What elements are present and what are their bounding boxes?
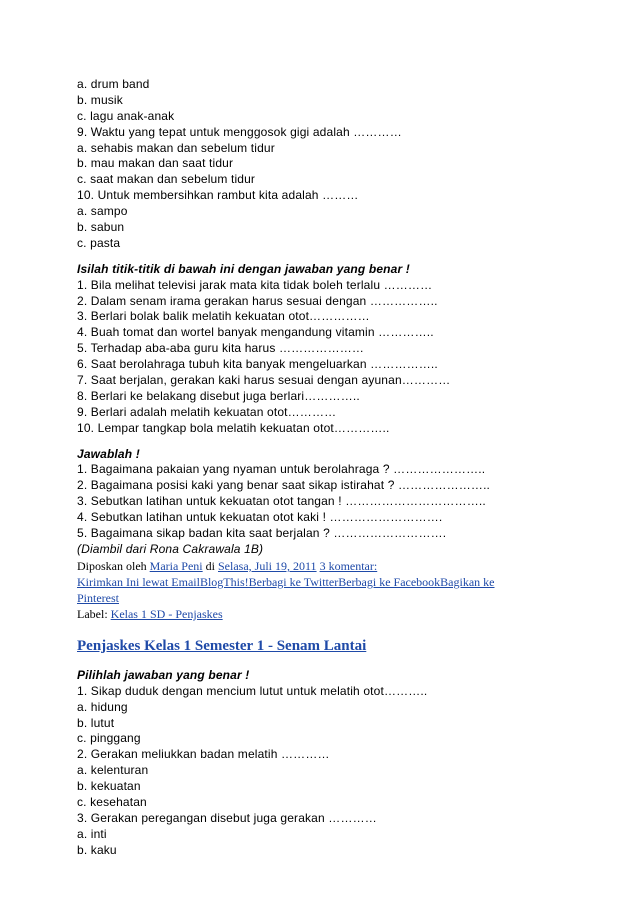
text-line: 3. Sebutkan latihan untuk kekuatan otot tangan ! …………………………….. <box>77 494 486 509</box>
text-line: 10. Lempar tangkap bola melatih kekuatan otot………….. <box>77 420 390 435</box>
text-line: a. kelenturan <box>77 763 149 778</box>
posted-by-label: Diposkan oleh <box>77 558 150 573</box>
share-links-line <box>77 574 567 590</box>
text-line: 9. Berlari adalah melatih kekuatan otot………… <box>77 404 337 419</box>
post-meta-line <box>77 558 567 574</box>
label-link[interactable]: Kelas 1 SD - Penjaskes <box>110 606 223 621</box>
section-heading: Isilah titik-titik di bawah ini dengan jawaban yang benar ! <box>77 261 410 276</box>
section-heading: Jawablah ! <box>77 446 140 461</box>
post-footer <box>77 558 567 622</box>
share-links[interactable]: Kirimkan Ini lewat EmailBlogThis!Berbagi ke TwitterBerbagi ke FacebookBagikan ke <box>77 574 495 589</box>
text-line: a. inti <box>77 826 107 841</box>
text-line: 2. Dalam senam irama gerakan harus sesuai dengan …………….. <box>77 293 438 308</box>
text-line: b. sabun <box>77 220 125 235</box>
author-link[interactable]: Maria Peni <box>149 558 203 573</box>
text-line: 10. Untuk membersihkan rambut kita adalah ……… <box>77 188 359 203</box>
essay-section <box>77 447 567 558</box>
label-prefix: Label: <box>77 606 111 621</box>
text-line: 1. Bagaimana pakaian yang nyaman untuk berolahraga ? ………………….. <box>77 462 486 477</box>
comments-link[interactable]: 3 komentar: <box>319 558 378 573</box>
text-line: 6. Saat berolahraga tubuh kita banyak mengeluarkan …………….. <box>77 357 438 372</box>
question-block-2 <box>77 668 567 859</box>
text-line: a. sampo <box>77 204 128 219</box>
text-line: c. pinggang <box>77 731 141 746</box>
text-line: 8. Berlari ke belakang disebut juga berlari………….. <box>77 388 360 403</box>
text-line: b. musik <box>77 92 123 107</box>
text-line: c. lagu anak-anak <box>77 108 175 123</box>
posted-at-label: di <box>202 558 218 573</box>
text-line: 9. Waktu yang tepat untuk menggosok gigi adalah ………… <box>77 124 402 139</box>
source-note: (Diambil dari Rona Cakrawala 1B) <box>77 541 264 556</box>
text-line: 1. Bila melihat televisi jarak mata kita tidak boleh terlalu ………… <box>77 277 433 292</box>
text-line: b. mau makan dan saat tidur <box>77 156 234 171</box>
text-line: b. lutut <box>77 715 115 730</box>
text-line: a. sehabis makan dan sebelum tidur <box>77 140 275 155</box>
text-line: 4. Buah tomat dan wortel banyak mengandung vitamin ………….. <box>77 325 434 340</box>
text-line: b. kekuatan <box>77 779 141 794</box>
text-line: a. hidung <box>77 699 128 714</box>
text-line: 7. Saat berjalan, gerakan kaki harus sesuai dengan ayunan………… <box>77 373 451 388</box>
text-line: 2. Gerakan meliukkan badan melatih ………… <box>77 747 330 762</box>
text-line: 1. Sikap duduk dengan mencium lutut untuk melatih otot……….. <box>77 683 428 698</box>
text-line: 3. Berlari bolak balik melatih kekuatan otot…………… <box>77 309 370 324</box>
question-block-1 <box>77 77 567 252</box>
document-page <box>77 77 567 859</box>
text-line: 4. Sebutkan latihan untuk kekuatan otot kaki ! ………………………. <box>77 510 443 525</box>
text-line: c. saat makan dan sebelum tidur <box>77 172 256 187</box>
text-line: 2. Bagaimana posisi kaki yang benar saat sikap istirahat ? ………………….. <box>77 478 491 493</box>
share-links-line-2 <box>77 590 567 606</box>
date-link[interactable]: Selasa, Juli 19, 2011 <box>218 558 317 573</box>
label-line <box>77 606 567 622</box>
text-line: c. pasta <box>77 235 121 250</box>
section-heading: Pilihlah jawaban yang benar ! <box>77 667 250 682</box>
post-title-link[interactable]: Penjaskes Kelas 1 Semester 1 - Senam Lantai <box>77 637 367 654</box>
fill-in-section <box>77 262 567 437</box>
text-line: a. drum band <box>77 77 150 91</box>
share-pinterest-link[interactable]: Pinterest <box>77 590 119 605</box>
text-line: 5. Bagaimana sikap badan kita saat berjalan ? ………………………. <box>77 526 447 541</box>
text-line: 3. Gerakan peregangan disebut juga gerakan ………… <box>77 810 377 825</box>
text-line: 5. Terhadap aba-aba guru kita harus ………………… <box>77 341 365 356</box>
text-line: b. kaku <box>77 842 117 857</box>
text-line: c. kesehatan <box>77 794 147 809</box>
